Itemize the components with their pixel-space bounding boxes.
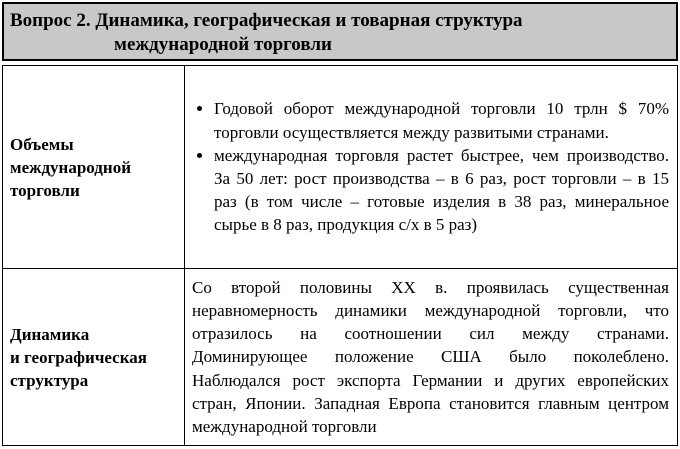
label-line: Динамика bbox=[10, 324, 90, 344]
label-line: и географическая bbox=[10, 347, 147, 367]
question-title-box bbox=[2, 2, 678, 61]
table-row bbox=[3, 269, 678, 446]
title-separator bbox=[2, 59, 678, 61]
label-line: Объемы bbox=[10, 134, 74, 154]
row-content-dynamics: Со второй половины XX в. проявилась существенная неравномерность динамики международной торговли, что отразилось на соотношении сил между странами. Доминирующее положение США было поколеблено. Наблюдался рост экспорта Германии и других европейских стран, Японии. Западная Европа становится главным центром международной торговли bbox=[185, 269, 678, 446]
label-line: структура bbox=[10, 370, 89, 390]
question-title-line-1: Вопрос 2. Динамика, географическая и товарная структура bbox=[10, 10, 523, 31]
label-line: торговли bbox=[10, 180, 80, 200]
row-content-volumes bbox=[185, 66, 678, 269]
row-label-volumes bbox=[3, 66, 185, 269]
table-row bbox=[3, 66, 678, 269]
bullet-item: • Годовой оборот международной торговли 10 трлн $ 70% торговли осуществляется между развитыми странами. bbox=[214, 97, 669, 143]
label-line: международной bbox=[10, 157, 132, 177]
row-label-dynamics bbox=[3, 269, 185, 446]
question-title-line-2: международной торговли bbox=[114, 34, 332, 55]
bullet-list bbox=[192, 97, 669, 236]
bullet-item: • международная торговля растет быстрее, чем производство. За 50 лет: рост производства – в 6 раз, рост торговли – в 15 раз (в том числе – готовые изделия в 38 раз, минеральное сырье в 8 раз, продукция с/х в 5 раз) bbox=[214, 144, 669, 237]
content-table bbox=[2, 65, 678, 446]
